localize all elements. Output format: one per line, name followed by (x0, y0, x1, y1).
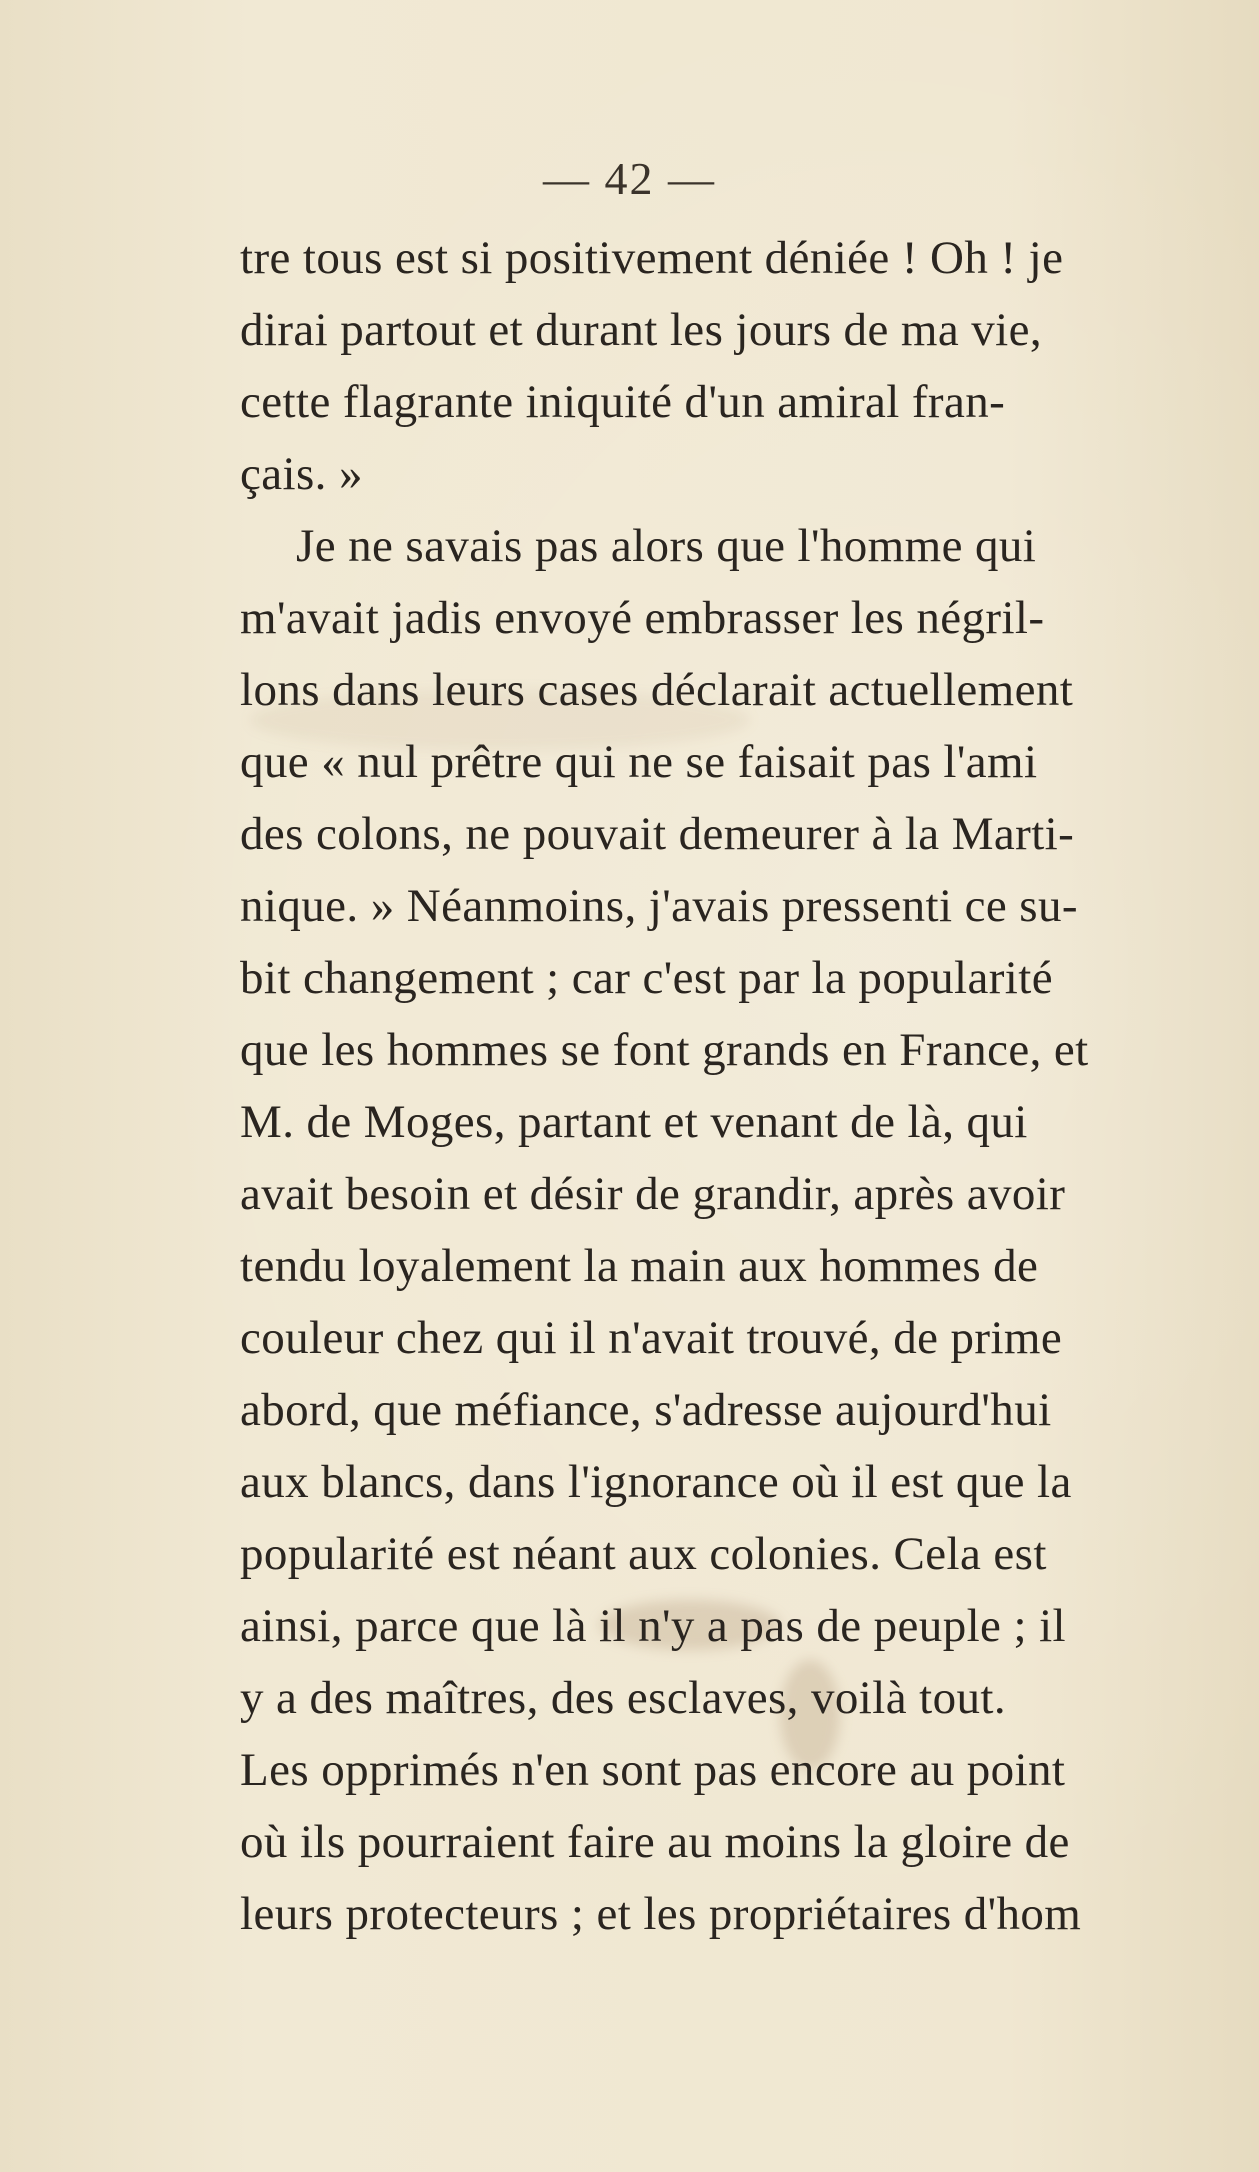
page-number: — 42 — (543, 153, 716, 204)
text-line: popularité est néant aux colonies. Cela est (240, 1528, 1047, 1580)
text-line: ainsi, parce que là il n'y a pas de peuple ; il (240, 1600, 1066, 1652)
text-line: tre tous est si positivement déniée ! Oh ! je (240, 232, 1064, 284)
body-text (240, 222, 1240, 1950)
text-line: cette flagrante iniquité d'un amiral fran- (240, 376, 1006, 428)
text-line: y a des maîtres, des esclaves, voilà tout. (240, 1672, 1006, 1724)
text-line: leurs protecteurs ; et les propriétaires d'hom (240, 1888, 1082, 1940)
text-line: nique. » Néanmoins, j'avais pressenti ce su- (240, 880, 1078, 932)
text-line: bit changement ; car c'est par la popularité (240, 952, 1053, 1004)
text-line: abord, que méfiance, s'adresse aujourd'hui (240, 1384, 1052, 1436)
text-line: M. de Moges, partant et venant de là, qui (240, 1096, 1028, 1148)
text-line: çais. » (240, 448, 363, 500)
text-line: aux blancs, dans l'ignorance où il est que la (240, 1456, 1072, 1508)
text-line: couleur chez qui il n'avait trouvé, de prime (240, 1312, 1063, 1364)
text-line: lons dans leurs cases déclarait actuellement (240, 664, 1074, 716)
paragraph-start-line: Je ne savais pas alors que l'homme qui (296, 520, 1037, 572)
text-line: où ils pourraient faire au moins la gloire de (240, 1816, 1070, 1868)
text-line: dirai partout et durant les jours de ma vie, (240, 304, 1043, 356)
text-line: m'avait jadis envoyé embrasser les négril- (240, 592, 1045, 644)
text-line: que « nul prêtre qui ne se faisait pas l'ami (240, 736, 1038, 788)
text-line: Les opprimés n'en sont pas encore au point (240, 1744, 1066, 1796)
text-line: avait besoin et désir de grandir, après avoir (240, 1168, 1066, 1220)
text-line: tendu loyalement la main aux hommes de (240, 1240, 1039, 1292)
text-line: des colons, ne pouvait demeurer à la Marti- (240, 808, 1075, 860)
text-line: que les hommes se font grands en France, et (240, 1024, 1089, 1076)
